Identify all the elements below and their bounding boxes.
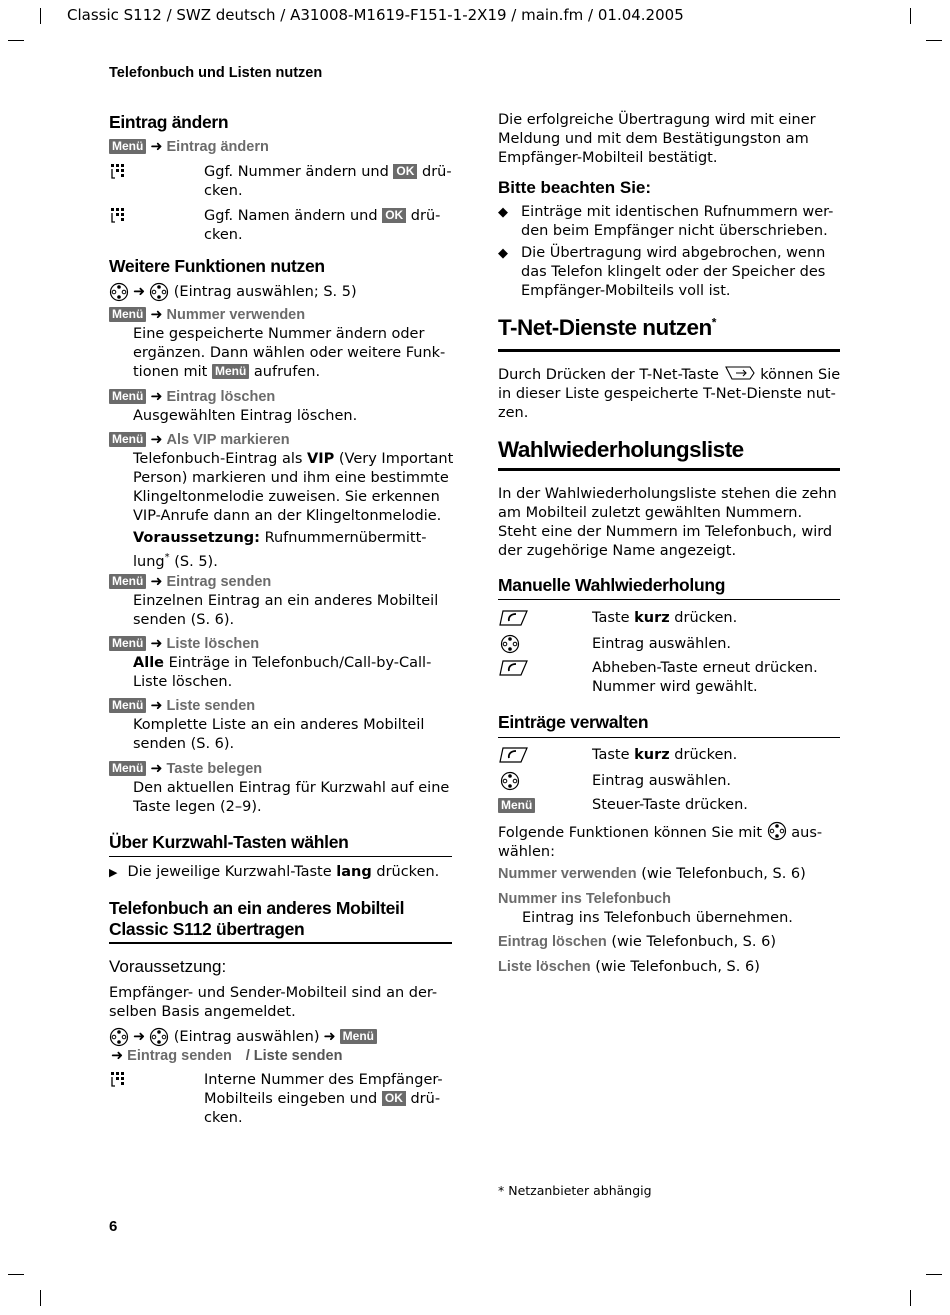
function-eintrag-senden: Menü ➜ Eintrag senden Einzelnen Eintrag an ein anderes Mobilteil senden (S. 6). xyxy=(109,573,454,630)
verwalten-step-3: Steuer-Taste drücken. xyxy=(592,797,748,813)
control-key-icon xyxy=(500,771,520,791)
arrow-icon: ➜ xyxy=(133,1029,146,1045)
voraussetzung-text: Empfänger- und Sender-Mobilteil sind an der- selben Basis angemeldet. xyxy=(109,985,438,1020)
navigation-line: ➜ (Eintrag auswählen; S. 5) xyxy=(109,282,357,302)
arrow-icon: ➜ xyxy=(150,761,163,777)
note-bullet: ◆ Einträge mit identischen Rufnummern wer- den beim Empfänger nicht überschrieben. xyxy=(498,204,834,239)
control-key-icon xyxy=(500,634,520,654)
heading-eintraege-verwalten: Einträge verwalten xyxy=(498,712,649,732)
function-als-vip-markieren: Menü ➜ Als VIP markieren Telefonbuch-Eintrag als VIP (Very Important Person) markieren und ihm eine bestimmte Klingeltonmelodie zuweisen. Sie erkennen VIP-Anrufe dann an der Klingeltonmelodie. Voraussetzung: Rufnummernübermitt- lung* (S. 5). xyxy=(109,431,454,572)
keypad-icon xyxy=(110,207,130,225)
control-key-icon xyxy=(109,282,129,302)
function-option: Nummer verwenden (wie Telefonbuch, S. 6) xyxy=(498,866,806,882)
arrow-icon: ➜ xyxy=(150,698,163,714)
heading-rule xyxy=(109,856,452,857)
crop-mark xyxy=(8,40,24,41)
heading-tnet: T-Net-Dienste nutzen* xyxy=(498,315,716,340)
heading-eintrag-aendern: Eintrag ändern xyxy=(109,112,229,132)
page-number: 6 xyxy=(109,1218,118,1235)
manuell-step-3: Abheben-Taste erneut drücken. Nummer wird gewählt. xyxy=(592,660,818,695)
tnet-key-icon xyxy=(724,364,756,382)
diamond-bullet-icon: ◆ xyxy=(498,246,508,261)
function-option: Eintrag löschen (wie Telefonbuch, S. 6) xyxy=(498,934,776,950)
heading-rule xyxy=(498,468,840,471)
ok-key: OK xyxy=(382,1091,406,1106)
function-liste-senden: Menü ➜ Liste senden Komplette Liste an ein anderes Mobilteil senden (S. 6). xyxy=(109,697,454,754)
note-bullet: ◆ Die Übertragung wird abgebrochen, wenn das Telefon klingelt oder der Speicher des Empfänger-Mobilteils voll ist. xyxy=(498,245,826,299)
crop-mark xyxy=(910,8,911,24)
verwalten-step-2: Eintrag auswählen. xyxy=(592,773,732,789)
crop-mark xyxy=(8,1274,24,1275)
function-liste-loeschen: Menü ➜ Liste löschen Alle Einträge in Telefonbuch/Call-by-Call- Liste löschen. xyxy=(109,635,454,692)
transfer-path: ➜ (Eintrag auswählen) ➜ Menü xyxy=(109,1027,377,1047)
menu-key: Menü xyxy=(109,574,146,589)
heading-manuelle-wahlwiederholung: Manuelle Wahlwiederholung xyxy=(498,575,726,595)
diamond-bullet-icon: ◆ xyxy=(498,205,508,220)
arrow-icon: ➜ xyxy=(150,432,163,448)
arrow-icon: ➜ xyxy=(111,1048,124,1064)
menu-key: Menü xyxy=(109,389,146,404)
heading-rule xyxy=(109,942,452,944)
step-name-change: Ggf. Namen ändern und OK drü- cken. xyxy=(204,208,441,243)
heading-rule xyxy=(498,737,840,738)
heading-weitere-funktionen: Weitere Funktionen nutzen xyxy=(109,256,325,276)
heading-uebertragen: Telefonbuch an ein anderes Mobilteil Classic S112 übertragen xyxy=(109,898,405,939)
transfer-path-2: ➜ Eintrag senden / Liste senden xyxy=(111,1048,343,1064)
heading-wahlwiederholungsliste: Wahlwiederholungsliste xyxy=(498,437,744,462)
arrow-icon: ➜ xyxy=(150,139,163,155)
arrow-icon: ➜ xyxy=(133,284,146,300)
kurzwahl-instruction: ▶ Die jeweilige Kurzwahl-Taste lang drücken. xyxy=(109,864,440,880)
crop-mark xyxy=(40,8,41,24)
footnote: * Netzanbieter abhängig xyxy=(498,1183,652,1198)
crop-mark xyxy=(910,1290,911,1306)
verwalten-step-1: Taste kurz drücken. xyxy=(592,747,738,763)
arrow-icon: ➜ xyxy=(323,1029,336,1045)
function-eintrag-loeschen: Menü ➜ Eintrag löschen Ausgewählten Eintrag löschen. xyxy=(109,388,454,426)
step-internal-number: Interne Nummer des Empfänger- Mobilteils eingeben und OK drü- cken. xyxy=(204,1072,443,1126)
talk-key-icon xyxy=(499,608,529,628)
manuell-step-2: Eintrag auswählen. xyxy=(592,636,732,652)
keypad-icon xyxy=(110,1071,130,1089)
heading-rule xyxy=(498,599,840,600)
menu-key: Menü xyxy=(109,698,146,713)
step-number-change: Ggf. Nummer ändern und OK drü- cken. xyxy=(204,164,452,199)
function-option: Liste löschen (wie Telefonbuch, S. 6) xyxy=(498,959,760,975)
function-nummer-verwenden: Menü ➜ Nummer verwenden Eine gespeicherte Nummer ändern oder ergänzen. Dann wählen oder weitere Funk- tionen mit Menü aufrufen. xyxy=(109,306,454,382)
manuell-step-1: Taste kurz drücken. xyxy=(592,610,738,626)
triangle-bullet-icon: ▶ xyxy=(109,866,118,879)
wwl-text: In der Wahlwiederholungsliste stehen die zehn am Mobilteil zuletzt gewählten Nummern. Steht eine der Nummern im Telefonbuch, wird der zugehörige Name angezeigt. xyxy=(498,486,837,559)
arrow-icon: ➜ xyxy=(150,574,163,590)
ok-key: OK xyxy=(393,164,417,179)
section-header: Telefonbuch und Listen nutzen xyxy=(109,65,323,81)
control-key-icon xyxy=(109,1027,129,1047)
talk-key-icon xyxy=(499,745,529,765)
menu-key: Menü xyxy=(340,1029,377,1044)
arrow-icon: ➜ xyxy=(150,389,163,405)
menu-path-eintrag-aendern xyxy=(109,138,269,157)
menu-key: Menü xyxy=(498,798,535,813)
functions-intro: Folgende Funktionen können Sie mit aus- wählen: xyxy=(498,821,843,862)
function-taste-belegen: Menü ➜ Taste belegen Den aktuellen Eintrag für Kurzwahl auf eine Taste legen (2–9). xyxy=(109,760,454,817)
crop-mark xyxy=(40,1290,41,1306)
note-heading: Bitte beachten Sie: xyxy=(498,178,652,197)
heading-kurzwahl: Über Kurzwahl-Tasten wählen xyxy=(109,832,349,852)
menu-key: Menü xyxy=(109,307,146,322)
crop-mark xyxy=(926,1274,942,1275)
arrow-icon: ➜ xyxy=(150,636,163,652)
ok-key: OK xyxy=(382,208,406,223)
crop-mark xyxy=(926,40,942,41)
menu-key: Menü xyxy=(109,139,146,154)
control-key-icon xyxy=(767,821,787,841)
heading-rule xyxy=(498,349,840,352)
arrow-icon: ➜ xyxy=(150,307,163,323)
control-key-icon xyxy=(149,282,169,302)
menu-key: Menü xyxy=(109,636,146,651)
menu-item-label: Eintrag ändern xyxy=(166,139,269,155)
function-option: Nummer ins Telefonbuch Eintrag ins Telefonbuch übernehmen. xyxy=(498,891,793,926)
voraussetzung-label: Voraussetzung: xyxy=(109,957,227,976)
menu-key: Menü xyxy=(109,432,146,447)
running-header: Classic S112 / SWZ deutsch / A31008-M1619-F151-1-2X19 / main.fm / 01.04.2005 xyxy=(67,6,684,24)
menu-key: Menü xyxy=(109,761,146,776)
keypad-icon xyxy=(110,163,130,181)
tnet-text: Durch Drücken der T-Net-Taste können Sie in dieser Liste gespeicherte T-Net-Dienste nut- zen. xyxy=(498,364,843,423)
menu-key: Menü xyxy=(212,364,249,379)
control-key-icon xyxy=(149,1027,169,1047)
talk-key-icon xyxy=(499,658,529,678)
transfer-confirmation: Die erfolgreiche Übertragung wird mit einer Meldung und mit dem Bestätigungston am Empfänger-Mobilteil bestätigt. xyxy=(498,112,816,166)
